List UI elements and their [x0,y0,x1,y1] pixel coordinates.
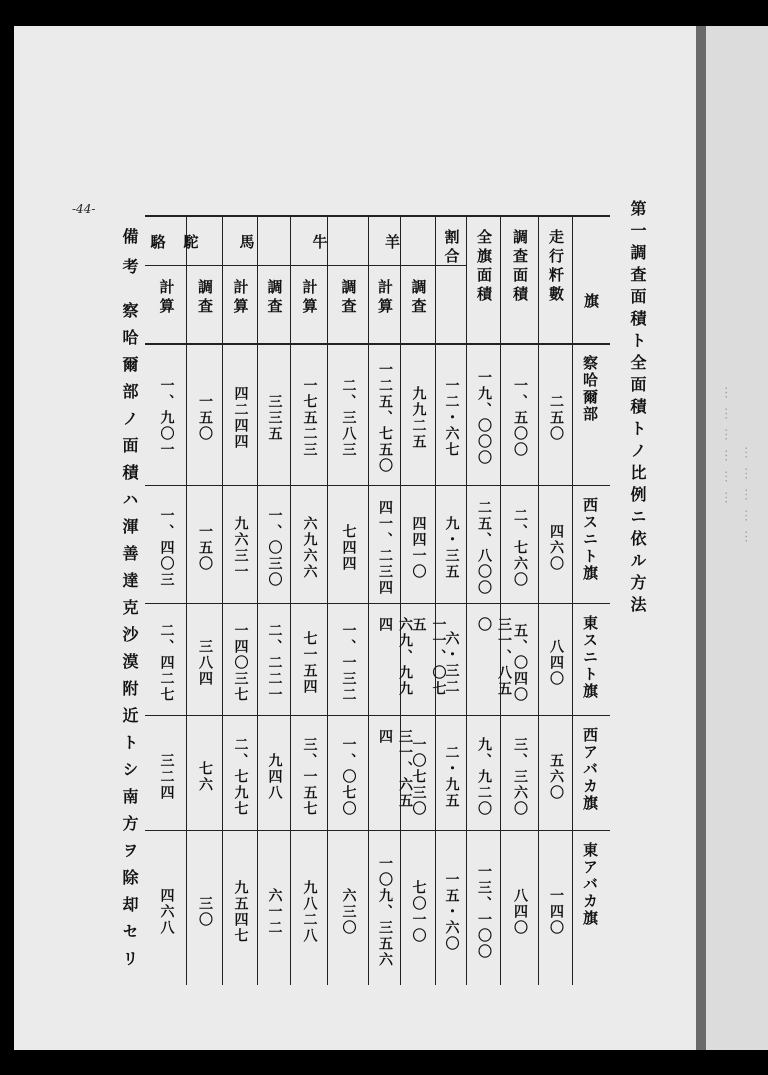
table-cell: 二、二二一 [266,623,283,703]
sub-header-調査: 調査 [196,279,214,317]
table-cell: 一、四〇三 [158,508,175,588]
table-rule [145,215,610,217]
table-cell: 四六〇 [548,524,564,572]
table-cell: 六三〇 [340,887,357,936]
table-rule [572,215,573,985]
table-cell: 二五、八〇〇 [476,500,492,596]
table-cell: 一三、一〇〇 [476,863,492,960]
col-header-1: 走行粁數 [547,229,565,305]
table-cell: 一、〇七〇 [340,736,357,817]
row-label: 東スニト旗 [581,615,599,700]
row-label: 察哈爾部 [581,355,599,423]
table-rule [435,215,436,985]
sub-header-調査: 調査 [265,279,284,317]
table-cell: 二、四二七 [158,623,175,703]
table-cell: 五六〇 [548,752,564,801]
sub-header-計算: 計算 [231,279,250,317]
group-header-羊: 羊 [384,233,418,251]
table-cell: 三一、六五四 [377,729,413,809]
sub-header-計算: 計算 [376,279,394,317]
table-cell: 三一、八五〇 [476,617,512,697]
table-cell: 六九、九九四 [377,617,413,697]
table-cell: 七四四 [340,524,357,572]
table-cell: 五、〇四〇 [512,623,528,703]
bleed-text-decoration: ⋯⋯⋯⋯⋯ [738,446,753,551]
table-cell: 四四一〇 [410,516,427,580]
table-rule [145,603,610,604]
table-cell: 九六三一 [232,516,249,580]
table-cell: 一二五、七五〇 [377,362,393,474]
bleed-text-decoration: ⋯⋯⋯⋯⋯⋯ [718,386,733,512]
row-label: 東アバカ旗 [581,842,599,927]
sub-header-調査: 調査 [409,279,428,317]
table-cell: 一七五二三 [301,378,318,458]
table-cell: 一五〇 [197,394,213,442]
table-cell: 一、一三二 [340,623,357,703]
table-cell: 二、七六〇 [512,508,528,588]
table-cell: 一、九〇一 [158,378,175,458]
table-cell: 九九二五 [410,386,427,450]
table-rule [466,215,467,985]
table-cell: 一五・六〇 [443,871,460,952]
table-cell: 一、五〇〇 [512,378,528,458]
table-cell: 七〇一〇 [410,879,427,944]
col-header-3: 全旗面積 [475,229,493,305]
table-cell: 九八二八 [301,879,318,944]
table-cell: 三三五 [266,394,283,442]
table-cell: 三、一五七 [301,736,318,817]
table-rule [145,343,610,345]
table-rule [145,830,610,831]
table-cell: 八四〇 [512,887,528,936]
sub-header-調査: 調査 [339,279,358,317]
sub-header-計算: 計算 [300,279,319,317]
table-rule [327,215,328,985]
table-rule [186,215,187,985]
table-cell: 二、三八三 [340,378,357,458]
row-label: 西スニト旗 [581,497,599,582]
table-cell: 二、七九七 [232,736,249,817]
table-cell: 一一、〇七五 [410,617,447,697]
table-cell: 七一五四 [301,631,318,695]
table-rule [145,485,610,486]
adjacent-page-bleed [706,26,768,1050]
table-cell: 六・三二 [443,631,460,695]
table-rule [257,215,258,985]
data-table [145,215,610,985]
group-header-馬: 馬 [239,233,273,251]
table-cell: 四六八 [158,887,175,936]
page-title: 第一調査面積ト全面積トノ比例ニ依ル方法 [628,200,647,618]
remark-text: 察哈爾部ノ面積ハ渾善達克沙漠附近トシ南方ヲ除却セリ [120,302,139,977]
table-rule [145,265,466,266]
table-cell: 三〇 [197,895,213,928]
table-cell: 三、三六〇 [512,736,528,817]
table-cell: 二五〇 [548,394,564,442]
table-rule [500,215,501,985]
row-header-banner: 旗 [582,293,600,312]
table-cell: 四二四四 [232,386,249,450]
group-header-牛: 牛 [312,233,346,251]
table-rule [400,215,401,985]
table-cell: 一九、〇〇〇 [476,370,492,466]
table-cell: 九、九二〇 [476,736,492,817]
table-cell: 一、〇三〇 [266,508,283,588]
page-gutter-shadow [696,26,706,1050]
table-cell: 一四〇 [548,887,564,936]
page-number-mark: -44- [72,202,96,216]
table-cell: 一四〇三七 [232,623,249,703]
row-label: 西アバカ旗 [581,727,599,812]
col-header-4: 割合 [442,229,461,267]
table-cell: 一二・六七 [443,378,460,458]
table-cell: 七六 [197,760,213,793]
table-cell: 三八四 [197,639,213,687]
table-cell: 一〇九、三五六 [377,855,393,968]
group-header-駱駝: 駱駝 [150,233,217,251]
table-rule [222,215,223,985]
table-cell: 九五四七 [232,879,249,944]
table-cell: 九四八 [266,752,283,801]
table-cell: 一五〇 [197,524,213,572]
table-cell: 六一二 [266,887,283,936]
table-rule [368,215,369,985]
table-cell: 六九六六 [301,516,318,580]
table-cell: 一〇七三〇 [410,736,427,817]
table-cell: 二・九五 [443,744,460,809]
table-cell: 九・三五 [443,516,460,580]
table-cell: 四一、二三四 [377,500,393,596]
col-header-2: 調査面積 [511,229,529,305]
table-cell: 八四〇 [548,639,564,687]
sub-header-計算: 計算 [157,279,176,317]
table-cell: 三二四 [158,752,175,801]
remark-label: 備考 [120,228,139,288]
table-rule [538,215,539,985]
table-rule [145,715,610,716]
table-rule [290,215,291,985]
